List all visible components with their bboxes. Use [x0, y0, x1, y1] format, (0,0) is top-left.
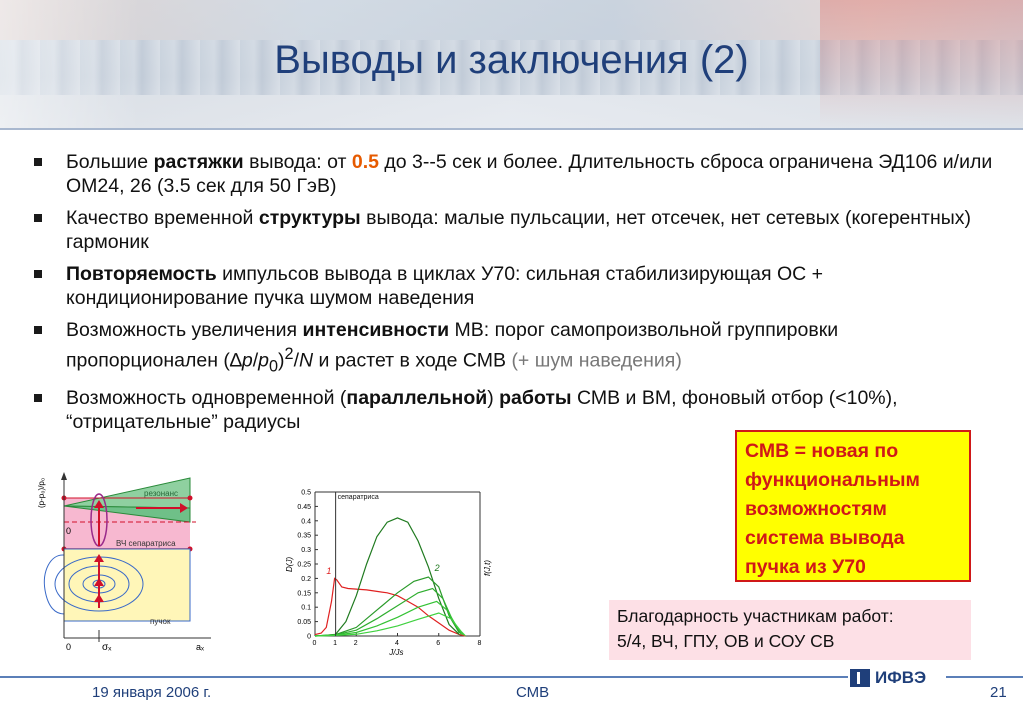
- bullet-list: [34, 150, 994, 442]
- marker-dot: [188, 496, 193, 501]
- bullet-text: и растет в ходе СМВ: [313, 349, 512, 372]
- y-tick-label: 0.15: [297, 590, 311, 598]
- bullet-text: СМВ и ВМ, фоновый отбор (<10%), “отрицательные” радиусы: [66, 387, 898, 434]
- y-tick-label: 0: [307, 633, 311, 641]
- bullet-bold: параллельной: [346, 387, 488, 410]
- bullet-text: Возможность одновременной (: [66, 387, 347, 410]
- bullet-text: МВ: порог самопроизвольной группировки пропорционален (∆: [66, 319, 839, 372]
- bullet-text: Большие: [66, 151, 154, 173]
- formula-var: N: [299, 349, 314, 372]
- bullet-square-icon: [34, 270, 42, 278]
- y-axis-label: D(J): [285, 556, 294, 572]
- x-tick-label: 0: [312, 640, 317, 647]
- bullet-text: импульсов вывода в циклах У70: сильная стабилизирующая ОС + кондиционирование пучка шумом наведения: [66, 263, 824, 309]
- bullet-square-icon: [34, 394, 42, 402]
- bullet-text: ): [487, 387, 500, 410]
- bullet-bold: интенсивности: [302, 319, 450, 341]
- bullet-bold: растяжки: [153, 151, 244, 173]
- bullet-text: Возможность увеличения: [66, 319, 303, 341]
- beam-label: пучок: [150, 617, 171, 626]
- footer-date: 19 января 2006 г.: [92, 684, 212, 701]
- bullet-text: вывода: от: [243, 151, 352, 173]
- y-tick-label: 0.1: [301, 604, 311, 612]
- bullet-item: [34, 262, 994, 310]
- bullet-bold: работы: [499, 387, 572, 410]
- resonance-label: резонанс: [144, 489, 179, 498]
- bullet-item: [34, 150, 994, 198]
- bullet-item: [34, 386, 994, 434]
- institute-logo: [848, 667, 946, 689]
- bullet-text: ): [278, 349, 285, 372]
- logo-mark-icon: [850, 669, 870, 687]
- acknowledgement-line: 5/4, ВЧ, ГПУ, ОВ и СОУ СВ: [617, 631, 835, 651]
- y-axis-right-label: f(J,t): [483, 560, 492, 576]
- chart-series: [315, 518, 466, 636]
- bullet-item: [34, 318, 994, 378]
- highlight-line: система вывода: [745, 527, 905, 549]
- y-tick-label: 0.45: [297, 503, 311, 511]
- page-title: Выводы и заключения (2): [274, 38, 749, 82]
- axis-arrow-icon: [61, 472, 67, 480]
- formula-sup: 2: [284, 345, 294, 363]
- separatrix-label: сепаратриса: [337, 494, 379, 501]
- ax-label: aₓ: [196, 642, 204, 652]
- curve-label-1: 1: [326, 566, 332, 577]
- bullet-square-icon: [34, 214, 42, 222]
- highlight-value: 0.5: [351, 151, 379, 173]
- y-tick-label: 0.05: [297, 619, 311, 627]
- x-tick-label: 6: [436, 640, 441, 647]
- y-tick-label: 0.25: [297, 561, 311, 569]
- bullet-square-icon: [34, 158, 42, 166]
- x-tick-label: 4: [395, 640, 399, 647]
- rf-separatrix-label: ВЧ сепаратриса: [116, 539, 176, 548]
- formula-slash: /: [252, 349, 259, 372]
- bullet-bold: Повторяемость: [66, 263, 217, 285]
- formula-var: p: [258, 349, 269, 372]
- highlight-line: возможностям: [745, 498, 887, 520]
- sigma-label: σₓ: [102, 642, 112, 653]
- series-line-2: [315, 518, 459, 636]
- zero-y-label: 0: [66, 526, 72, 536]
- curve-label-2: 2: [434, 563, 440, 574]
- y-tick-label: 0.2: [301, 575, 311, 583]
- diffusion-chart: [280, 484, 495, 664]
- bullet-note: (+ шум наведения): [511, 349, 682, 372]
- y-tick-label: 0.4: [301, 518, 311, 526]
- bullet-item: [34, 206, 994, 254]
- y-tick-label: 0.3: [301, 547, 311, 555]
- bullet-text: до 3--5 сек и более. Длительность сброса ограничена ЭД106 и/или ОМ24, 26 (3.5 сек для 50 ГэВ): [66, 151, 993, 197]
- series-line-3: [315, 577, 459, 636]
- bullet-text: вывода: малые пульсации, нет отсечек, нет сетевых (когерентных) гармоник: [66, 207, 971, 253]
- formula-var: p: [241, 349, 253, 372]
- highlight-box: [735, 430, 971, 582]
- logo-text: ИФВЭ: [875, 668, 927, 687]
- acknowledgement-box: [609, 600, 971, 660]
- series-line-4: [315, 589, 461, 637]
- zero-x-label: 0: [66, 642, 72, 652]
- acknowledgement-line: Благодарность участникам работ:: [617, 606, 894, 626]
- highlight-line: СМВ = новая по: [745, 440, 899, 462]
- y-tick-label: 0.35: [297, 532, 311, 540]
- title-divider: [0, 128, 1023, 130]
- bullet-square-icon: [34, 326, 42, 334]
- distribution-profile: [44, 555, 64, 614]
- bullet-text: Качество временной: [66, 207, 259, 229]
- highlight-line: пучка из У70: [745, 556, 866, 578]
- footer-title: СМВ: [516, 684, 550, 701]
- formula-sub: 0: [269, 357, 279, 376]
- x-tick-label: 1: [333, 640, 338, 647]
- x-axis-label: J/Js: [389, 648, 404, 657]
- fig1-ylabel: (p-p₀)/p₀: [37, 477, 46, 508]
- series-line-5: [315, 601, 464, 636]
- x-tick-label: 2: [353, 640, 358, 647]
- x-tick-label: 8: [477, 640, 482, 647]
- phase-space-diagram: [36, 462, 236, 657]
- bullet-bold: структуры: [258, 207, 361, 229]
- y-tick-label: 0.5: [301, 489, 311, 497]
- highlight-line: функциональным: [745, 469, 920, 491]
- formula-slash: /: [293, 349, 300, 372]
- page-number: 21: [990, 684, 1007, 701]
